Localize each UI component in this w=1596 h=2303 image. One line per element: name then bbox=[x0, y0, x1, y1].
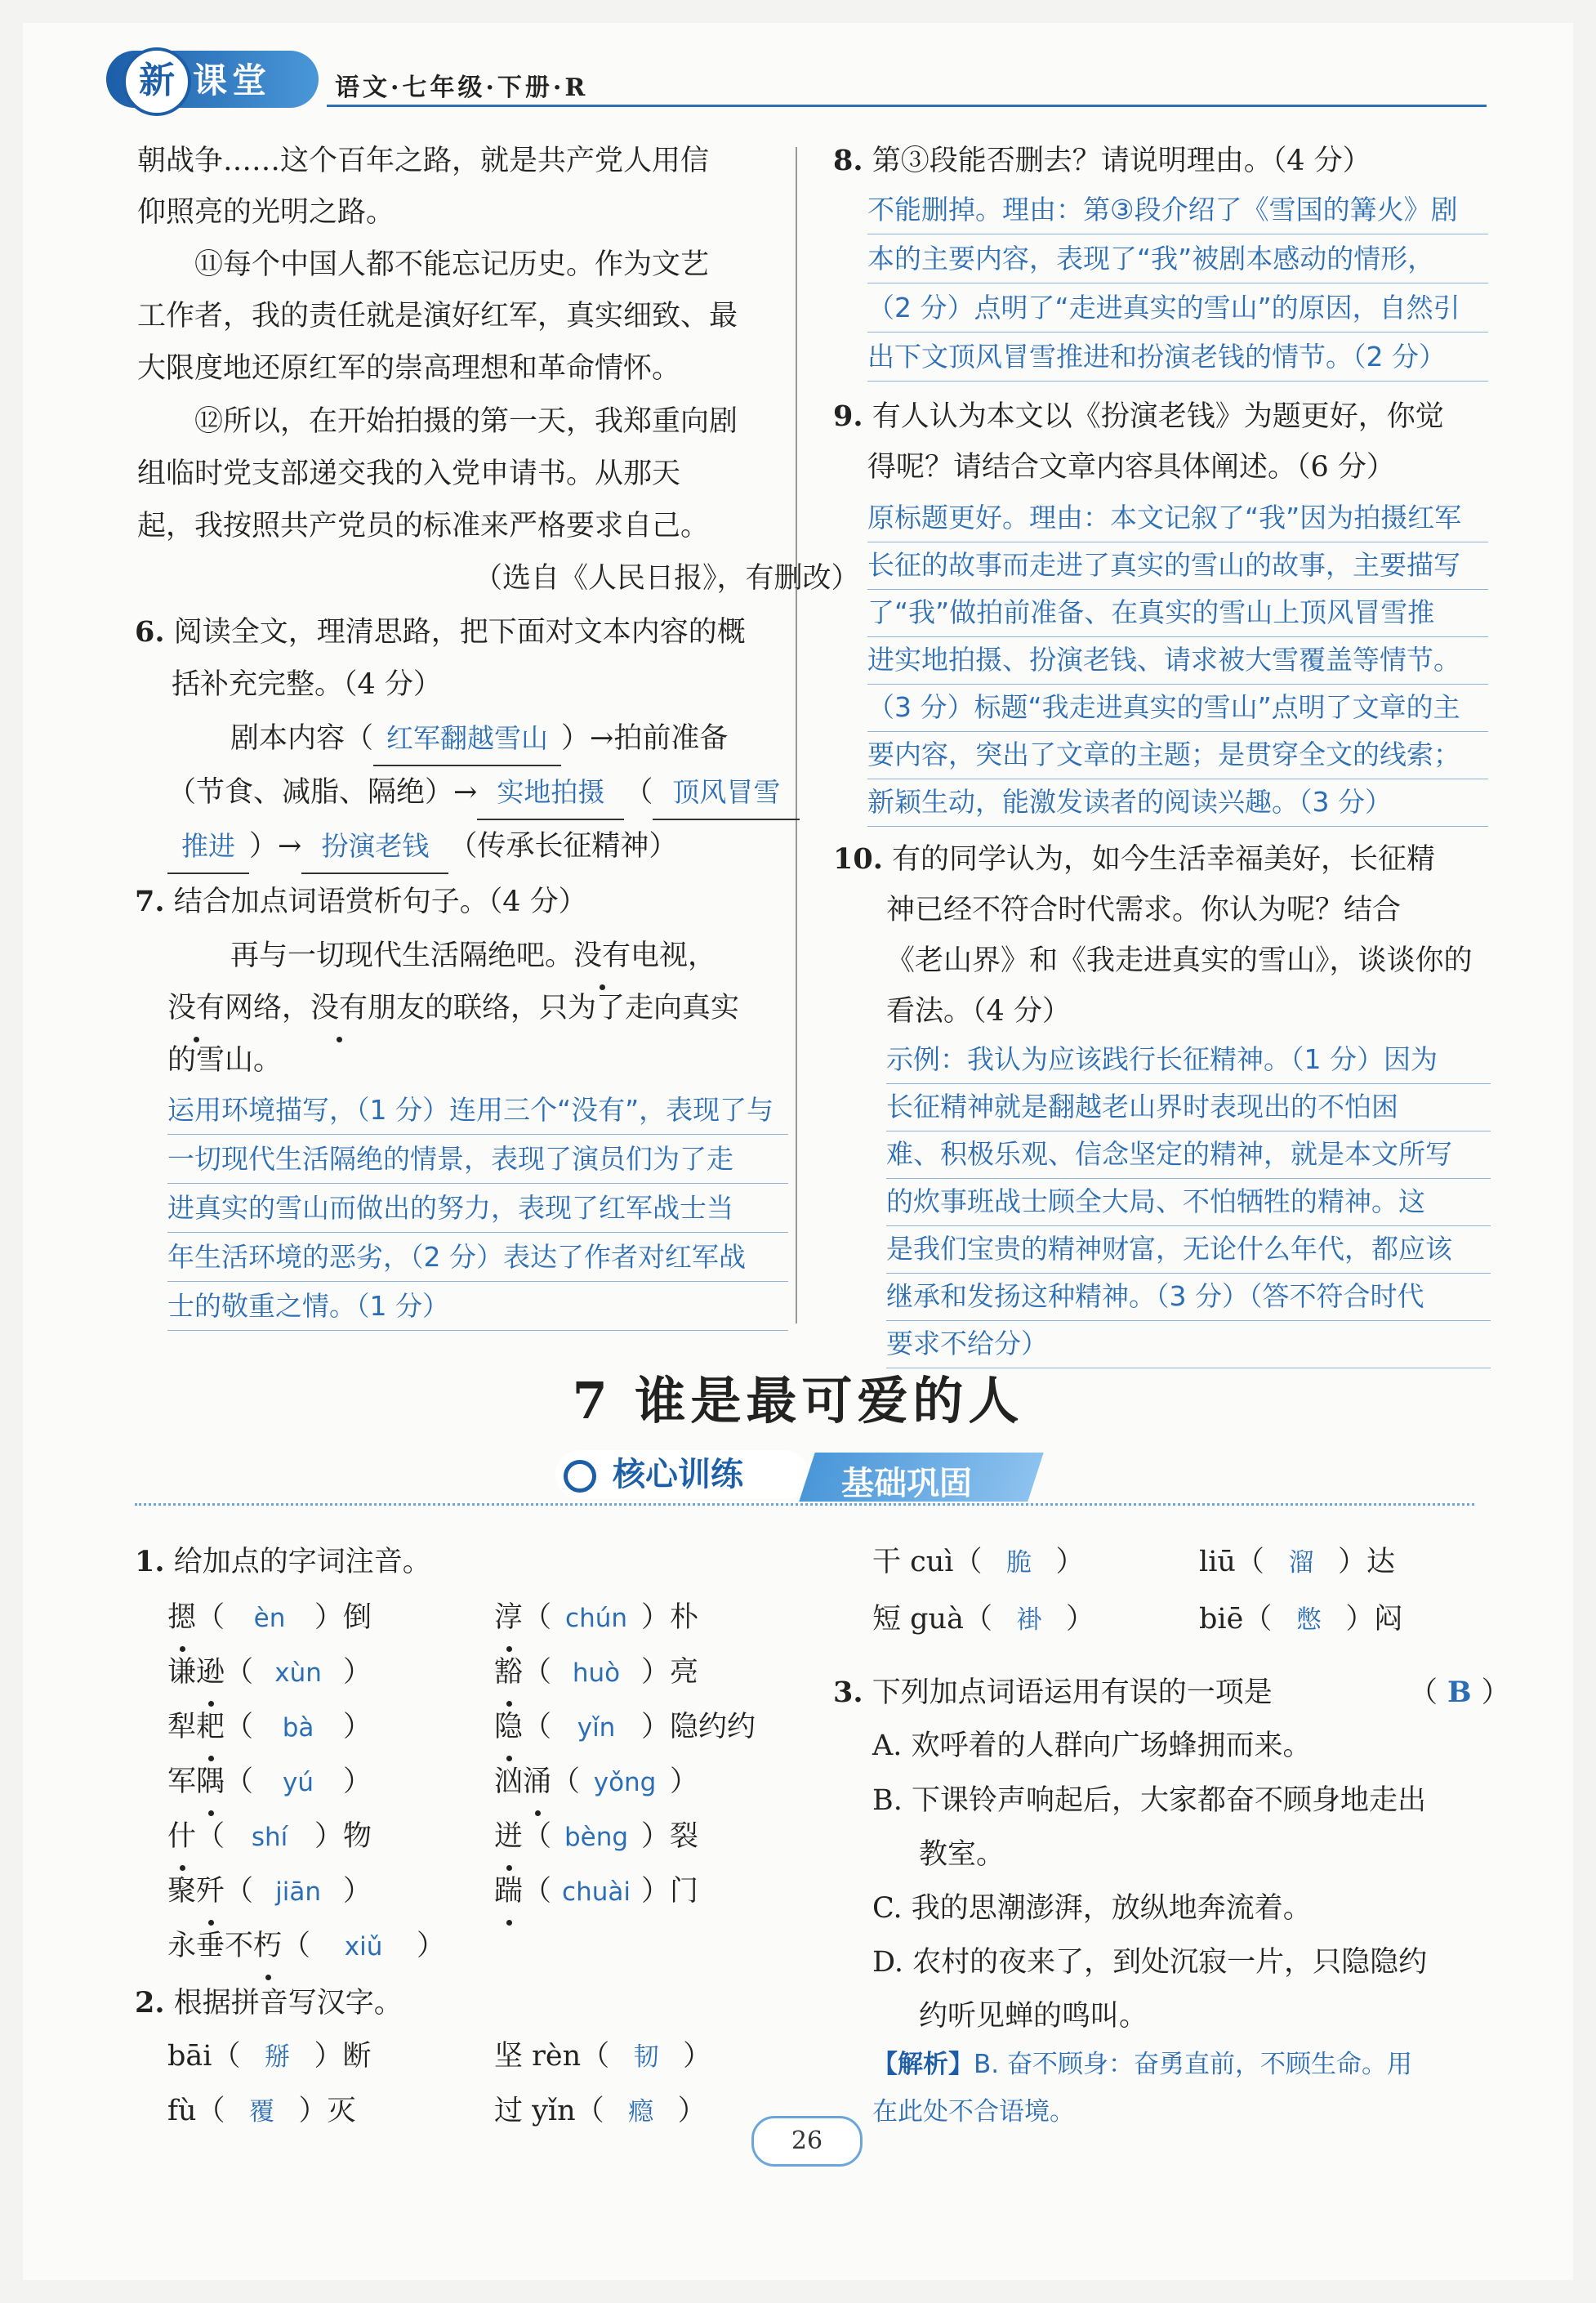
text: （ bbox=[523, 1601, 552, 1634]
text: （ bbox=[225, 1875, 254, 1908]
text: （ bbox=[225, 1765, 254, 1798]
q10-answer-line: 是我们宝贵的精神财富，无论什么年代，都应该 bbox=[886, 1225, 1491, 1274]
answer-blank: 推进 bbox=[167, 820, 249, 874]
hanzi-item bbox=[872, 1536, 1084, 1589]
text: ） bbox=[670, 1765, 699, 1798]
text: ）闷 bbox=[1345, 1603, 1403, 1636]
pinyin-prompt: 坚 rèn（ bbox=[494, 2040, 610, 2073]
text: ）裂 bbox=[641, 1820, 699, 1853]
dotted-char: 豁 bbox=[494, 1646, 523, 1698]
para-line: ⑪每个中国人都不能忘记历史。作为文艺 bbox=[194, 248, 710, 281]
pinyin-item bbox=[494, 1810, 698, 1863]
q9-answer-line: 新颖生动，能激发读者的阅读兴趣。（3 分） bbox=[867, 779, 1488, 827]
source-note: （选自《人民日报》，有删改） bbox=[474, 562, 860, 595]
text: ）物 bbox=[314, 1820, 372, 1853]
text: ） bbox=[1065, 1603, 1094, 1636]
text: ）灭 bbox=[298, 2095, 356, 2127]
q7-sentence-line-3: 的雪山。 bbox=[167, 1044, 283, 1077]
text: ）倒 bbox=[314, 1601, 372, 1634]
column-divider bbox=[796, 147, 797, 1323]
answer-letter: B bbox=[1447, 1676, 1472, 1709]
pinyin-item bbox=[167, 1591, 372, 1645]
hanzi-item bbox=[167, 2085, 356, 2138]
dotted-word: 没有 bbox=[573, 930, 631, 982]
q10-answer-line: 长征精神就是翻越老山界时表现出的不怕困 bbox=[886, 1083, 1491, 1131]
q9-answer-line: 长征的故事而走进了真实的雪山的故事，主要描写 bbox=[867, 542, 1488, 590]
hanzi-item bbox=[167, 2030, 371, 2083]
text: ） bbox=[343, 1711, 372, 1743]
core-training-badge: 核心训练 bbox=[555, 1450, 809, 1499]
text: 永垂不 bbox=[167, 1930, 254, 1962]
hanzi-item bbox=[1199, 1536, 1395, 1589]
text: ）门 bbox=[641, 1875, 699, 1908]
option-d-cont: 约听见蝉的鸣叫。 bbox=[919, 2000, 1148, 2033]
question-text: 结合加点词语赏析句子。（4 分） bbox=[173, 886, 587, 918]
dotted-char: 摁 bbox=[167, 1591, 196, 1644]
header-subtitle: 语文·七年级·下册·R bbox=[335, 74, 589, 102]
q6-answer-line-3 bbox=[167, 820, 677, 874]
pinyin-item bbox=[167, 1701, 372, 1754]
text: （ bbox=[1409, 1676, 1438, 1709]
pinyin-item bbox=[494, 1701, 756, 1754]
pinyin-prompt: biē（ bbox=[1199, 1603, 1273, 1636]
answer-blank: 扮演老钱 bbox=[301, 820, 448, 874]
question-number: 10. bbox=[833, 842, 883, 876]
text: ）→ bbox=[249, 830, 302, 863]
pinyin-answer: xiǔ bbox=[344, 1932, 383, 1962]
q10-answer-line: 示例：我认为应该践行长征精神。（1 分）因为 bbox=[886, 1036, 1491, 1084]
question-number: 1. bbox=[135, 1545, 165, 1578]
text: （ bbox=[624, 776, 653, 809]
pinyin-item bbox=[167, 1810, 372, 1863]
q10-answer-line: 继承和发扬这种精神。（3 分）（答不符合时代 bbox=[886, 1273, 1491, 1321]
question-text: 《老山界》和《我走进真实的雪山》，谈谈你的 bbox=[886, 944, 1473, 977]
text: 军 bbox=[167, 1765, 197, 1798]
section-divider bbox=[135, 1503, 1474, 1506]
text: ） bbox=[343, 1765, 372, 1798]
text: ） bbox=[417, 1930, 446, 1962]
q6-answer-line-2 bbox=[167, 766, 800, 820]
text: （ bbox=[225, 1711, 254, 1743]
text: ） bbox=[683, 2040, 712, 2073]
dotted-char: 淳 bbox=[494, 1591, 523, 1644]
pinyin-answer: yǐn bbox=[577, 1713, 616, 1743]
text: 朋友的联络，只为了走向真实 bbox=[368, 992, 740, 1024]
pinyin-prompt: fù（ bbox=[167, 2095, 225, 2127]
hanzi-answer: 韧 bbox=[633, 2042, 659, 2072]
text: 再与一切现代生活隔绝吧。 bbox=[230, 939, 574, 972]
answer-blank: 实地拍摄 bbox=[477, 766, 624, 820]
question-text: 得呢？请结合文章内容具体阐述。（6 分） bbox=[867, 451, 1395, 484]
text: （ bbox=[196, 1601, 225, 1634]
q9-answer-line: 原标题更好。理由：本文记叙了“我”因为拍摄红军 bbox=[867, 494, 1488, 542]
dotted-char: 耙 bbox=[196, 1701, 225, 1753]
hanzi-item bbox=[1199, 1593, 1402, 1646]
pinyin-item bbox=[494, 1865, 698, 1918]
q6-answer-line-1 bbox=[230, 712, 728, 766]
q8-answer-line: （2 分）点明了“走进真实的雪山”的原因，自然引 bbox=[867, 284, 1488, 333]
question-9 bbox=[833, 391, 1444, 443]
dotted-char: 隐 bbox=[494, 1701, 523, 1753]
q8-answer-line: 出下文顶风冒雪推进和扮演老钱的情节。（2 分） bbox=[867, 333, 1488, 382]
q9-answer-line: 要内容，突出了文章的主题；是贯穿全文的线索； bbox=[867, 731, 1488, 779]
logo-xin: 新 bbox=[123, 47, 191, 116]
question-text: 看法。（4 分） bbox=[886, 995, 1071, 1028]
pinyin-item bbox=[167, 1756, 372, 1809]
q7-answer-line: 运用环境描写，（1 分）连用三个“没有”，表现了与 bbox=[167, 1087, 788, 1135]
q7-answer-line: 年生活环境的恶劣，（2 分）表达了作者对红军战 bbox=[167, 1234, 788, 1282]
text: （ bbox=[523, 1820, 552, 1853]
text: ） bbox=[1481, 1676, 1510, 1709]
pinyin-prompt: 干 cuì（ bbox=[872, 1546, 983, 1578]
lesson-title: 7 谁是最可爱的人 bbox=[572, 1371, 1024, 1430]
option-b-cont: 教室。 bbox=[919, 1838, 1005, 1871]
text: （ bbox=[523, 1656, 552, 1689]
text: ）隐约约 bbox=[641, 1711, 756, 1743]
pinyin-item bbox=[494, 1756, 698, 1809]
analysis-line bbox=[872, 2041, 1412, 2088]
pinyin-prompt: liū（ bbox=[1199, 1546, 1264, 1578]
para-line: 仰照亮的光明之路。 bbox=[137, 196, 395, 229]
question-3 bbox=[833, 1667, 1273, 1719]
pinyin-answer: èn bbox=[253, 1604, 286, 1633]
dotted-char: 什 bbox=[167, 1810, 196, 1863]
pinyin-answer: xùn bbox=[274, 1658, 322, 1688]
hanzi-item bbox=[494, 2030, 711, 2083]
question-text: 括补充完整。（4 分） bbox=[172, 668, 442, 701]
pinyin-item bbox=[167, 1865, 372, 1918]
para-line: 大限度地还原红军的崇高理想和革命情怀。 bbox=[137, 352, 681, 385]
para-line: 组临时党支部递交我的入党申请书。从那天 bbox=[137, 457, 681, 490]
pinyin-answer: shí bbox=[251, 1823, 288, 1852]
dotted-char: 踹 bbox=[494, 1865, 523, 1917]
question-text: 下列加点词语运用有误的一项是 bbox=[872, 1676, 1273, 1709]
pinyin-answer: huò bbox=[572, 1658, 621, 1688]
q8-answer-line: 本的主要内容，表现了“我”被剧本感动的情形， bbox=[867, 235, 1488, 283]
question-text: 根据拼音写汉字。 bbox=[173, 1987, 403, 2020]
text: ）亮 bbox=[641, 1656, 699, 1689]
hanzi-answer: 褂 bbox=[1016, 1605, 1042, 1635]
para-line: 工作者，我的责任就是演好红军，真实细致、最 bbox=[137, 300, 738, 333]
question-2 bbox=[135, 1977, 403, 2029]
pinyin-prompt: bāi（ bbox=[167, 2040, 241, 2073]
pinyin-item bbox=[494, 1591, 698, 1645]
dotted-char: 逊 bbox=[196, 1646, 225, 1698]
hanzi-answer: 脆 bbox=[1005, 1548, 1032, 1578]
answer-blank: 顶风冒雪 bbox=[653, 766, 800, 820]
dotted-char: 涌 bbox=[523, 1756, 551, 1808]
text: ）朴 bbox=[641, 1601, 699, 1634]
question-text: 第③段能否删去？请说明理由。（4 分） bbox=[872, 145, 1371, 177]
pinyin-answer: yú bbox=[283, 1768, 314, 1797]
text: 聚 bbox=[167, 1875, 197, 1908]
pinyin-prompt: 过 yǐn（ bbox=[494, 2095, 604, 2127]
text: 汹 bbox=[494, 1765, 524, 1798]
pinyin-item bbox=[494, 1646, 698, 1699]
para-line: 起，我按照共产党员的标准来严格要求自己。 bbox=[137, 510, 710, 542]
question-6 bbox=[135, 606, 746, 658]
pinyin-prompt: 短 guà（ bbox=[872, 1603, 992, 1636]
text: ）断 bbox=[314, 2040, 372, 2073]
text: ）达 bbox=[1337, 1546, 1395, 1578]
hanzi-item bbox=[872, 1593, 1094, 1646]
q7-answer-line: 进真实的雪山而做出的努力，表现了红军战士当 bbox=[167, 1185, 788, 1233]
text: 网络， bbox=[225, 992, 311, 1024]
hanzi-answer: 掰 bbox=[264, 2042, 290, 2072]
question-number: 7. bbox=[135, 885, 165, 918]
question-10 bbox=[833, 833, 1435, 886]
text: ） bbox=[343, 1875, 372, 1908]
pinyin-item bbox=[167, 1920, 445, 1973]
hanzi-answer: 覆 bbox=[249, 2097, 274, 2127]
text: ） bbox=[677, 2095, 707, 2127]
q9-answer-line: （3 分）标题“我走进真实的雪山”点明了文章的主 bbox=[867, 684, 1488, 732]
text: ） bbox=[343, 1656, 372, 1689]
header-rule bbox=[327, 105, 1487, 107]
text: （节食、减脂、隔绝）→ bbox=[167, 776, 478, 809]
text: ）→拍前准备 bbox=[561, 722, 729, 755]
dotted-word: 没有 bbox=[310, 982, 368, 1034]
pinyin-answer: chún bbox=[565, 1604, 628, 1633]
pinyin-item bbox=[167, 1646, 372, 1699]
q10-answer-line: 的炊事班战士顾全大局、不怕牺牲的精神。这 bbox=[886, 1178, 1491, 1226]
question-1 bbox=[135, 1536, 431, 1588]
text: （传承长征精神） bbox=[448, 830, 678, 863]
text: （ bbox=[282, 1930, 311, 1962]
q7-answer-line: 一切现代生活隔绝的情景，表现了演员们为了走 bbox=[167, 1136, 788, 1184]
dotted-word: 没有 bbox=[167, 982, 225, 1034]
q8-answer-line: 不能删掉。理由：第③段介绍了《雪国的篝火》剧 bbox=[867, 186, 1488, 234]
text: （ bbox=[551, 1765, 581, 1798]
text: 电视， bbox=[631, 939, 717, 972]
q10-answer-line: 难、积极乐观、信念坚定的精神，就是本文所写 bbox=[886, 1131, 1491, 1179]
para-line: ⑫所以，在开始拍摄的第一天，我郑重向剧 bbox=[194, 405, 738, 438]
dotted-char: 歼 bbox=[196, 1865, 225, 1917]
question-7 bbox=[135, 876, 587, 928]
question-number: 3. bbox=[833, 1676, 863, 1709]
question-text: 神已经不符合时代需求。你认为呢？结合 bbox=[886, 894, 1402, 926]
pinyin-answer: chuài bbox=[562, 1877, 631, 1907]
hanzi-item bbox=[494, 2085, 707, 2138]
question-number: 8. bbox=[833, 144, 863, 177]
pinyin-answer: bèng bbox=[564, 1823, 629, 1852]
dotted-char: 迸 bbox=[494, 1810, 523, 1863]
analysis-tag: 【解析】 bbox=[872, 2050, 974, 2079]
question-text: 有人认为本文以《扮演老钱》为题更好，你觉 bbox=[872, 400, 1444, 433]
pinyin-answer: yǒng bbox=[593, 1768, 657, 1797]
pinyin-answer: bà bbox=[282, 1713, 314, 1743]
text: （ bbox=[523, 1875, 552, 1908]
option-d: D. 农村的夜来了，到处沉寂一片，只隐隐约 bbox=[872, 1946, 1428, 1979]
question-text: 给加点的字词注音。 bbox=[173, 1546, 431, 1578]
text: ） bbox=[1055, 1546, 1085, 1578]
question-8 bbox=[833, 135, 1371, 187]
analysis-line: 在此处不合语境。 bbox=[872, 2097, 1075, 2127]
dotted-char: 隅 bbox=[196, 1756, 225, 1808]
para-line: 朝战争……这个百年之路，就是共产党人用信 bbox=[137, 145, 710, 177]
q9-answer-line: 了“我”做拍前准备、在真实的雪山上顶风冒雪推 bbox=[867, 589, 1488, 637]
basic-banner-label: 基础巩固 bbox=[841, 1464, 972, 1502]
hanzi-answer: 瘾 bbox=[628, 2097, 654, 2127]
hanzi-answer: 溜 bbox=[1288, 1548, 1314, 1578]
text: 剧本内容（ bbox=[230, 722, 374, 755]
page-number: 26 bbox=[751, 2116, 863, 2167]
question-text: 有的同学认为，如今生活幸福美好，长征精 bbox=[892, 843, 1436, 876]
question-number: 9. bbox=[833, 399, 863, 433]
pinyin-answer: jiān bbox=[275, 1877, 321, 1907]
text: 犁 bbox=[167, 1711, 197, 1743]
q3-answer bbox=[1409, 1667, 1510, 1719]
q7-sentence-line-2 bbox=[167, 982, 739, 1034]
text: （ bbox=[225, 1656, 254, 1689]
question-text: 阅读全文，理清思路，把下面对文本内容的概 bbox=[173, 616, 746, 649]
q9-answer-line: 进实地拍摄、扮演老钱、请求被大雪覆盖等情节。 bbox=[867, 636, 1488, 685]
text: （ bbox=[523, 1711, 552, 1743]
option-c: C. 我的思潮澎湃，放纵地奔流着。 bbox=[872, 1892, 1312, 1925]
q7-answer-line: 士的敬重之情。（1 分） bbox=[167, 1283, 788, 1331]
logo-ketang: 课堂 bbox=[193, 60, 272, 100]
option-b: B. 下课铃声响起后，大家都奋不顾身地走出 bbox=[872, 1784, 1426, 1817]
question-number: 2. bbox=[135, 1986, 165, 2020]
q7-sentence-line-1 bbox=[230, 930, 716, 982]
question-number: 6. bbox=[135, 615, 165, 649]
answer-blank: 红军翻越雪山 bbox=[373, 712, 561, 766]
text: （ bbox=[196, 1820, 225, 1853]
location-pin-icon bbox=[564, 1460, 596, 1493]
analysis-text: B. 奋不顾身：奋勇直前，不顾生命。用 bbox=[974, 2050, 1412, 2079]
text: 谦 bbox=[167, 1656, 197, 1689]
q10-answer-line: 要求不给分） bbox=[886, 1320, 1491, 1368]
dotted-char: 朽 bbox=[253, 1920, 282, 1972]
hanzi-answer: 憋 bbox=[1295, 1605, 1322, 1635]
option-a: A. 欢呼着的人群向广场蜂拥而来。 bbox=[872, 1729, 1312, 1762]
